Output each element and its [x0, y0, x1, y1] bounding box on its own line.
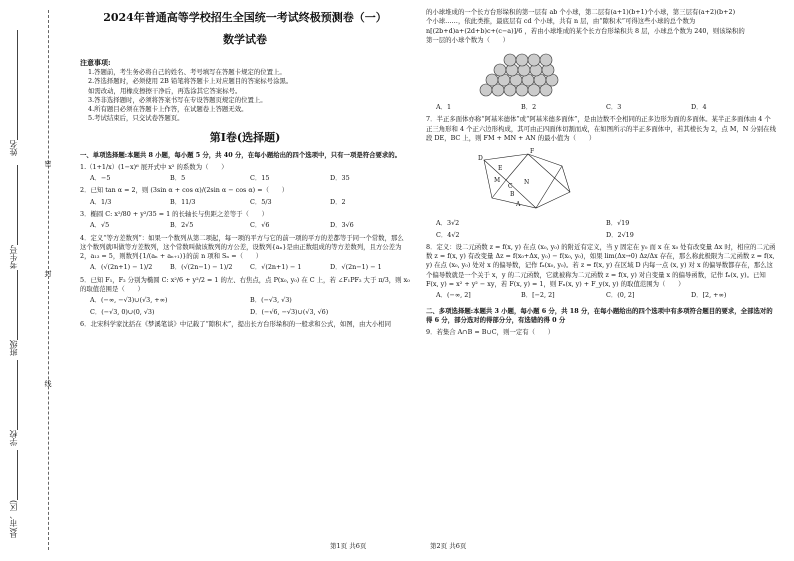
option-b: B．[−2, 2]	[521, 291, 555, 300]
option-d: D．[2, +∞)	[691, 291, 727, 300]
option-b: B．2√5	[170, 221, 194, 230]
option-c: C．15	[250, 174, 270, 183]
option-row	[80, 221, 410, 230]
option-d: D．2√19	[606, 230, 634, 239]
section2-heading: 二、多项选择题:本题共 3 小题，每小题 6 分，共 18 分，在每小题给出的四个选项中有多项符合题目的要求，全部选对的得 6 分，部分选对的得部分分，有选错的得 0 分	[426, 306, 773, 324]
notes-heading: 注意事项:	[80, 57, 111, 67]
note-line: 2.答选择题时，必须使用 2B 铅笔将答题卡上对应题目的答案标号涂黑。	[88, 77, 293, 86]
q6-continued-line: 的小球堆成的一个长方台形垛积的第一层有 ab 个小球，第二层有(a+1)(b+1)个小球，第三层有(a+2)(b+2)	[426, 8, 736, 16]
class-label: 班级	[9, 340, 18, 356]
school-underline	[17, 360, 18, 430]
exam-no-label: 考生号	[9, 245, 18, 269]
note-line: 4.所有题目必须在答题卡上作答，在试题卷上答题无效。	[88, 105, 248, 114]
school-label: 学校	[9, 430, 18, 446]
part1-title: 第Ⅰ卷(选择题)	[209, 130, 281, 144]
option-c: C．√(2n+1) − 1	[250, 263, 302, 272]
vertex-label: N	[524, 179, 530, 187]
question-stem: 1.（1+1/x）(1−x)⁶ 展开式中 x² 的系数为（ ）	[80, 162, 228, 171]
option-c: C．3	[606, 103, 622, 112]
question-2	[80, 186, 410, 207]
page-footer-right: 第2页 共6页	[430, 542, 467, 550]
option-a: A．(−∞, 2]	[436, 291, 471, 300]
option-c: C．√6	[250, 221, 270, 230]
note-line: 5.考试结束后，只交试卷答题页。	[88, 114, 184, 123]
section1-heading: 一、单项选择题:本题共 8 小题，每小题 5 分，共 40 分，在每小题给出的四个选项中，只有一项是符合要求的。	[80, 150, 402, 159]
subject-title: 数学试卷	[223, 32, 267, 46]
district-underline	[17, 450, 18, 500]
option-c: C．4√2	[436, 230, 460, 239]
option-a: A．−5	[90, 174, 111, 183]
seal-char: 封	[44, 270, 52, 277]
question-3	[80, 210, 410, 231]
option-d: D．2	[330, 197, 346, 206]
left-column	[80, 8, 410, 329]
option-b: B．5	[170, 174, 186, 183]
option-b: B．(−√3, √3)	[250, 296, 292, 305]
question-5	[80, 276, 410, 317]
q6-continued-line: 个小球……，依此类推，最底层有 cd 个小球，共有 n 层，由“隙积术”可得这些小球的总个数为	[426, 17, 696, 26]
option-grid	[426, 219, 776, 240]
note-line: 1.答题前，考生务必将自己的姓名、考号填写在答题卡规定的位置上。	[88, 68, 286, 77]
option-grid	[80, 296, 410, 317]
vertex-label: E	[498, 165, 503, 173]
question-stem: 3．椭圆 C: x²/80 + y²/35 = 1 的长轴长与焦距之差等于（ ）	[80, 210, 269, 219]
name-label: 姓名	[9, 140, 18, 156]
vertex-label: D	[478, 155, 483, 163]
q6-option-row	[426, 103, 776, 112]
seal-dashed-line	[48, 10, 49, 550]
option-b: B．2	[521, 103, 537, 112]
note-line: 3.答非选择题时，必须将答案书写在专设答题页规定的位置上。	[88, 95, 267, 104]
exam-title: 2024年普通高等学校招生全国统一考试终极预测卷（一）	[103, 11, 387, 24]
name-underline	[17, 30, 18, 140]
ball-stack-figure	[466, 48, 586, 100]
page-footer-left: 第1页 共6页	[330, 542, 367, 550]
question-stem: 4．定义“等方差数列”：如果一个数列从第二项起，每一项的平方与它的前一项的平方的差都等于同一个常数，那么这个数列就叫做等方差数列，这个常数叫做该数列的方公差，设数列{aₙ}是由正数组成的等方差数列，且方公差为 2，a₁₃ = 5，则数列{1/(aₙ + aₙ₊₁)}的前 n 项和 Sₙ =（ ）	[80, 233, 404, 261]
option-row	[80, 263, 410, 272]
polyhedron-figure	[466, 146, 586, 216]
question-stem: 7．半正多面体亦称“阿基米德体”或“阿基米德多面体”，是由边数不全相同的正多边形为面的多面体。某半正多面体由 4 个正三角形和 4 个正六边形构成，其可由正四面体切割而成，在如图所示的半正多面体中，若其棱长为 2，点 M，N 分别在线段 DE，BC 上，则 FM + MN + AN 的最小值为（ ）	[426, 115, 776, 142]
option-row	[80, 174, 410, 183]
question-9	[426, 328, 776, 337]
vertex-label: A	[516, 201, 521, 209]
option-a: A．1	[436, 103, 452, 112]
option-d: D．4	[691, 103, 707, 112]
exam-no-underline	[17, 165, 18, 245]
option-a: A．√5	[90, 221, 110, 230]
q6-continued-line: n[(2b+d)a+(2d+b)c+(c−a)]/6 ，若由小球堆成的某个长方台形垛积共 8 层，小球总个数为 240，则该垛积的	[426, 26, 745, 35]
question-stem: 6．北宋科学家沈括在《梦溪笔谈》中记载了“隙积术”，提出长方台形垛积的一般求和公式，如图，由大小相同	[80, 319, 391, 328]
note-line: 如需改动，用橡皮擦擦干净后，再选涂其它答案标号。	[88, 86, 242, 95]
option-d: D．√(2n−1) − 1	[330, 263, 382, 272]
option-b: B．(√(2n−1) − 1)/2	[170, 263, 233, 272]
right-column	[426, 8, 776, 337]
question-stem: 9．若集合 A∩B = B∪C，则一定有（ ）	[426, 328, 555, 337]
vertex-label: B	[510, 191, 515, 199]
binding-margin	[0, 0, 56, 561]
option-row	[426, 291, 776, 300]
vertex-label: M	[494, 177, 501, 185]
question-7	[426, 115, 776, 239]
seal-char: 线	[44, 380, 52, 387]
question-stem: 8．定义：设二元函数 z = f(x, y) 在点 (x₀, y₀) 的附近有定义，当 y 固定在 y₀ 而 x 在 x₀ 处有改变量 Δx 时，相应的二元函数 z = f(x, y) 有改变量 Δz = f(x₀+Δx, y₀) − f(x₀, y₀)，如果 lim(Δx→0) Δz/Δx 存在，那么称此极限为二元函数 z = f(x, y) 在点 (x₀, y₀) 处对 x 的偏导数，记作 fₓ(x₀, y₀)。若 z = f(x, y) 在区域 D 内每一点 (x, y) 对 x 的偏导数都存在，那么这个偏导数就是一个关于 x，y 的二元函数，它就被称为二元函数 z = f(x, y) 对自变量 x 的偏导函数，记作 fₓ(x, y)。已知 F(x, y) = x² + y² − xy，若 F(x, y) = 1，则 Fₓ(x, y) + F_y(x, y) 的取值范围为（ ）	[426, 242, 776, 288]
q6-continued-line: 第一层的小球个数为（ ）	[426, 35, 510, 44]
question-1	[80, 163, 410, 184]
option-a: A．1/3	[90, 197, 112, 206]
option-a: A．(√(2n+1) − 1)/2	[90, 263, 153, 272]
option-b: B．√19	[606, 219, 630, 228]
question-6-start	[80, 320, 410, 329]
question-stem: 5．已知 F₁，F₂ 分别为椭圆 C: x²/6 + y²/2 = 1 的左、右焦点，点 P(x₀, y₀) 在 C 上，若 ∠F₁PF₂ 大于 π/3，则 x₀ 的取值范围是（ ）	[80, 275, 410, 294]
vertex-label: F	[530, 148, 535, 156]
option-c: C．5/3	[250, 197, 272, 206]
question-stem: 2．已知 tan α = 2，则 (3sin α + cos α)/(2sin α − cos α) =（ ）	[80, 186, 289, 195]
question-8	[426, 243, 776, 301]
district-label: 县(市、区)	[9, 500, 18, 539]
option-a: A．(−∞, −√3)∪(√3, +∞)	[90, 296, 168, 305]
option-d: D．3√6	[330, 221, 354, 230]
vertex-label: C	[508, 183, 513, 191]
option-b: B．11/3	[170, 197, 196, 206]
option-d: D．(−√6, −√3)∪(√3, √6)	[250, 307, 329, 316]
class-underline	[17, 270, 18, 340]
option-a: A．3√2	[436, 219, 460, 228]
seal-char: 密	[44, 160, 52, 167]
option-c: C．(−√3, 0)∪(0, √3)	[90, 307, 155, 316]
option-row	[80, 198, 410, 207]
option-c: C．(0, 2]	[606, 291, 635, 300]
option-d: D．35	[330, 174, 350, 183]
question-4	[80, 234, 410, 273]
